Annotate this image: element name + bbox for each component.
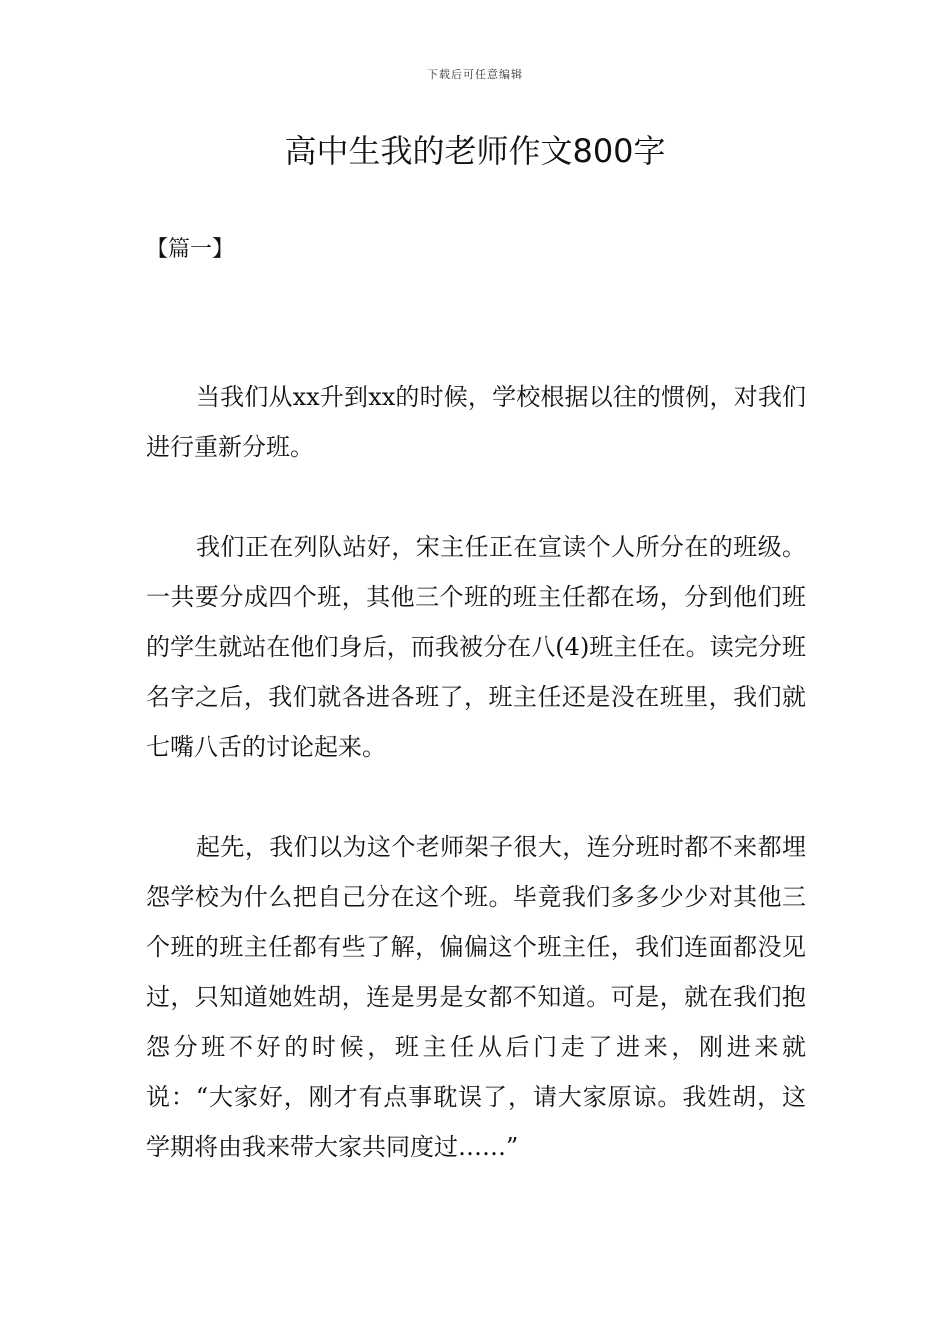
document-title: 高中生我的老师作文800字 bbox=[284, 132, 666, 170]
header-note: 下载后可任意编辑 bbox=[427, 68, 523, 81]
paragraph-1: 当我们从xx升到xx的时候，学校根据以往的惯例，对我们进行重新分班。 bbox=[146, 383, 806, 461]
paragraph-3: 起先，我们以为这个老师架子很大，连分班时都不来都埋怨学校为什么把自己分在这个班。毕竟我们多多少少对其他三个班的班主任都有些了解，偏偏这个班主任，我们连面都没见过，只知道她姓胡，连是男是女都不知道。可是，就在我们抱怨分班不好的时候，班主任从后门走了进来，刚进来就说：“大家好，刚才有点事耽误了，请大家原谅。我姓胡，这学期将由我来带大家共同度过……” bbox=[146, 833, 806, 1161]
paragraph-2: 我们正在列队站好，宋主任正在宣读个人所分在的班级。一共要分成四个班，其他三个班的班主任都在场，分到他们班的学生就站在他们身后，而我被分在八(4)班主任在。读完分班名字之后，我们就各进各班了，班主任还是没在班里，我们就七嘴八舌的讨论起来。 bbox=[146, 533, 806, 761]
document-body bbox=[146, 372, 806, 1222]
section-label: 【篇一】 bbox=[146, 237, 235, 262]
